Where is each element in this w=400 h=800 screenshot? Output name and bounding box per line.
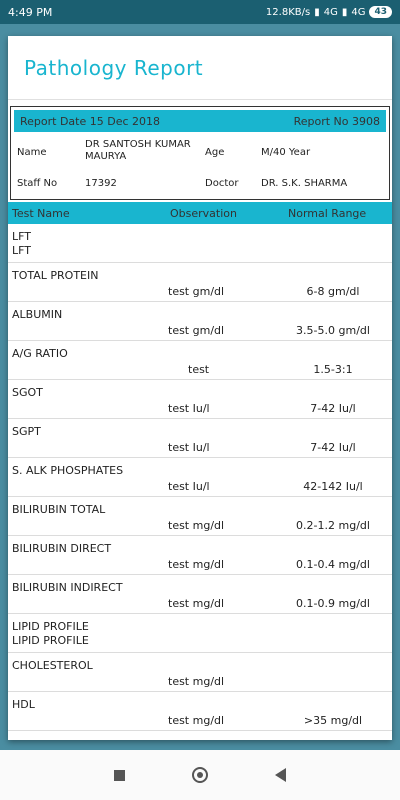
test-name: A/G RATIO: [12, 347, 68, 360]
header-observation: Observation: [170, 207, 237, 220]
table-row[interactable]: [8, 536, 392, 575]
network-type-right: 4G: [351, 6, 366, 18]
normal-range: 42-142 Iu/l: [303, 480, 363, 493]
report-no: Report No 3908: [293, 114, 380, 128]
table-row[interactable]: [8, 575, 392, 614]
test-name-secondary: LFT: [12, 244, 31, 257]
observation-value: test Iu/l: [168, 402, 210, 415]
table-row[interactable]: [8, 380, 392, 419]
observation-value: test gm/dl: [168, 285, 225, 298]
test-name: SGPT: [12, 425, 41, 438]
observation-value: test mg/dl: [168, 675, 225, 688]
table-header: [8, 202, 392, 224]
table-row[interactable]: [8, 614, 392, 653]
system-nav-bar: [0, 750, 400, 800]
table-row[interactable]: [8, 224, 392, 263]
observation-value: test mg/dl: [168, 714, 225, 727]
dialog-title: Pathology Report: [8, 36, 392, 100]
normal-range: 3.5-5.0 gm/dl: [296, 324, 370, 337]
test-name: ALBUMIN: [12, 308, 63, 321]
normal-range: >35 mg/dl: [303, 714, 363, 727]
age-value: M/40 Year: [261, 147, 311, 158]
normal-range: 0.2-1.2 mg/dl: [296, 519, 370, 532]
table-row[interactable]: [8, 419, 392, 458]
normal-range: 7-42 Iu/l: [310, 441, 356, 454]
doctor-value: DR. S.K. SHARMA: [261, 178, 348, 189]
observation-value: test Iu/l: [168, 480, 210, 493]
back-triangle-icon[interactable]: [275, 768, 286, 782]
recents-square-icon[interactable]: [114, 770, 125, 781]
staff-value: 17392: [85, 178, 117, 189]
test-name: BILIRUBIN INDIRECT: [12, 581, 123, 594]
header-test-name: Test Name: [12, 207, 70, 220]
observation-value: test mg/dl: [168, 558, 225, 571]
home-circle-icon[interactable]: [192, 767, 208, 783]
observation-value: test gm/dl: [168, 324, 225, 337]
test-name: LIPID PROFILE: [12, 620, 89, 633]
age-label: Age: [205, 147, 225, 158]
name-label: Name: [17, 147, 47, 158]
test-name: S. ALK PHOSPHATES: [12, 464, 124, 477]
test-name: LFT: [12, 230, 31, 243]
test-name: CHOLESTEROL: [12, 659, 93, 672]
test-name: SGOT: [12, 386, 43, 399]
doctor-label: Doctor: [205, 178, 239, 189]
staff-label: Staff No: [17, 178, 58, 189]
test-name: HDL: [12, 698, 35, 711]
status-bar: [0, 0, 400, 24]
report-dialog: [8, 36, 392, 740]
signal-icon: ▮: [314, 6, 320, 18]
normal-range: 0.1-0.4 mg/dl: [296, 558, 370, 571]
normal-range: 6-8 gm/dl: [306, 285, 360, 298]
table-row[interactable]: [8, 263, 392, 302]
observation-value: test mg/dl: [168, 519, 225, 532]
table-row[interactable]: [8, 341, 392, 380]
name-value-line1: DR SANTOSH KUMAR: [85, 139, 191, 150]
normal-range: 0.1-0.9 mg/dl: [296, 597, 370, 610]
table-row[interactable]: [8, 692, 392, 731]
status-icons: [266, 6, 392, 18]
header-normal-range: Normal Range: [288, 207, 367, 220]
table-row[interactable]: [8, 497, 392, 536]
status-time: 4:49 PM: [8, 5, 53, 19]
test-name-secondary: LIPID PROFILE: [12, 634, 89, 647]
observation-value: test: [188, 363, 210, 376]
table-row[interactable]: [8, 653, 392, 692]
report-info-header: [14, 110, 386, 132]
test-rows[interactable]: [8, 224, 392, 731]
signal-icon: ▮: [341, 6, 348, 18]
test-name: BILIRUBIN DIRECT: [12, 542, 112, 555]
test-name: TOTAL PROTEIN: [12, 269, 99, 282]
table-row[interactable]: [8, 302, 392, 341]
table-row[interactable]: [8, 458, 392, 497]
report-date: Report Date 15 Dec 2018: [20, 114, 161, 128]
observation-value: test Iu/l: [168, 441, 210, 454]
observation-value: test mg/dl: [168, 597, 225, 610]
report-info-card: [10, 106, 390, 200]
network-type-left: 4G: [323, 6, 338, 18]
name-value-line2: MAURYA: [85, 151, 127, 162]
test-name: BILIRUBIN TOTAL: [12, 503, 106, 516]
normal-range: 7-42 Iu/l: [310, 402, 356, 415]
normal-range: 1.5-3:1: [313, 363, 353, 376]
network-speed: 12.8KB/s: [265, 6, 311, 18]
battery-icon: 43: [369, 6, 392, 18]
